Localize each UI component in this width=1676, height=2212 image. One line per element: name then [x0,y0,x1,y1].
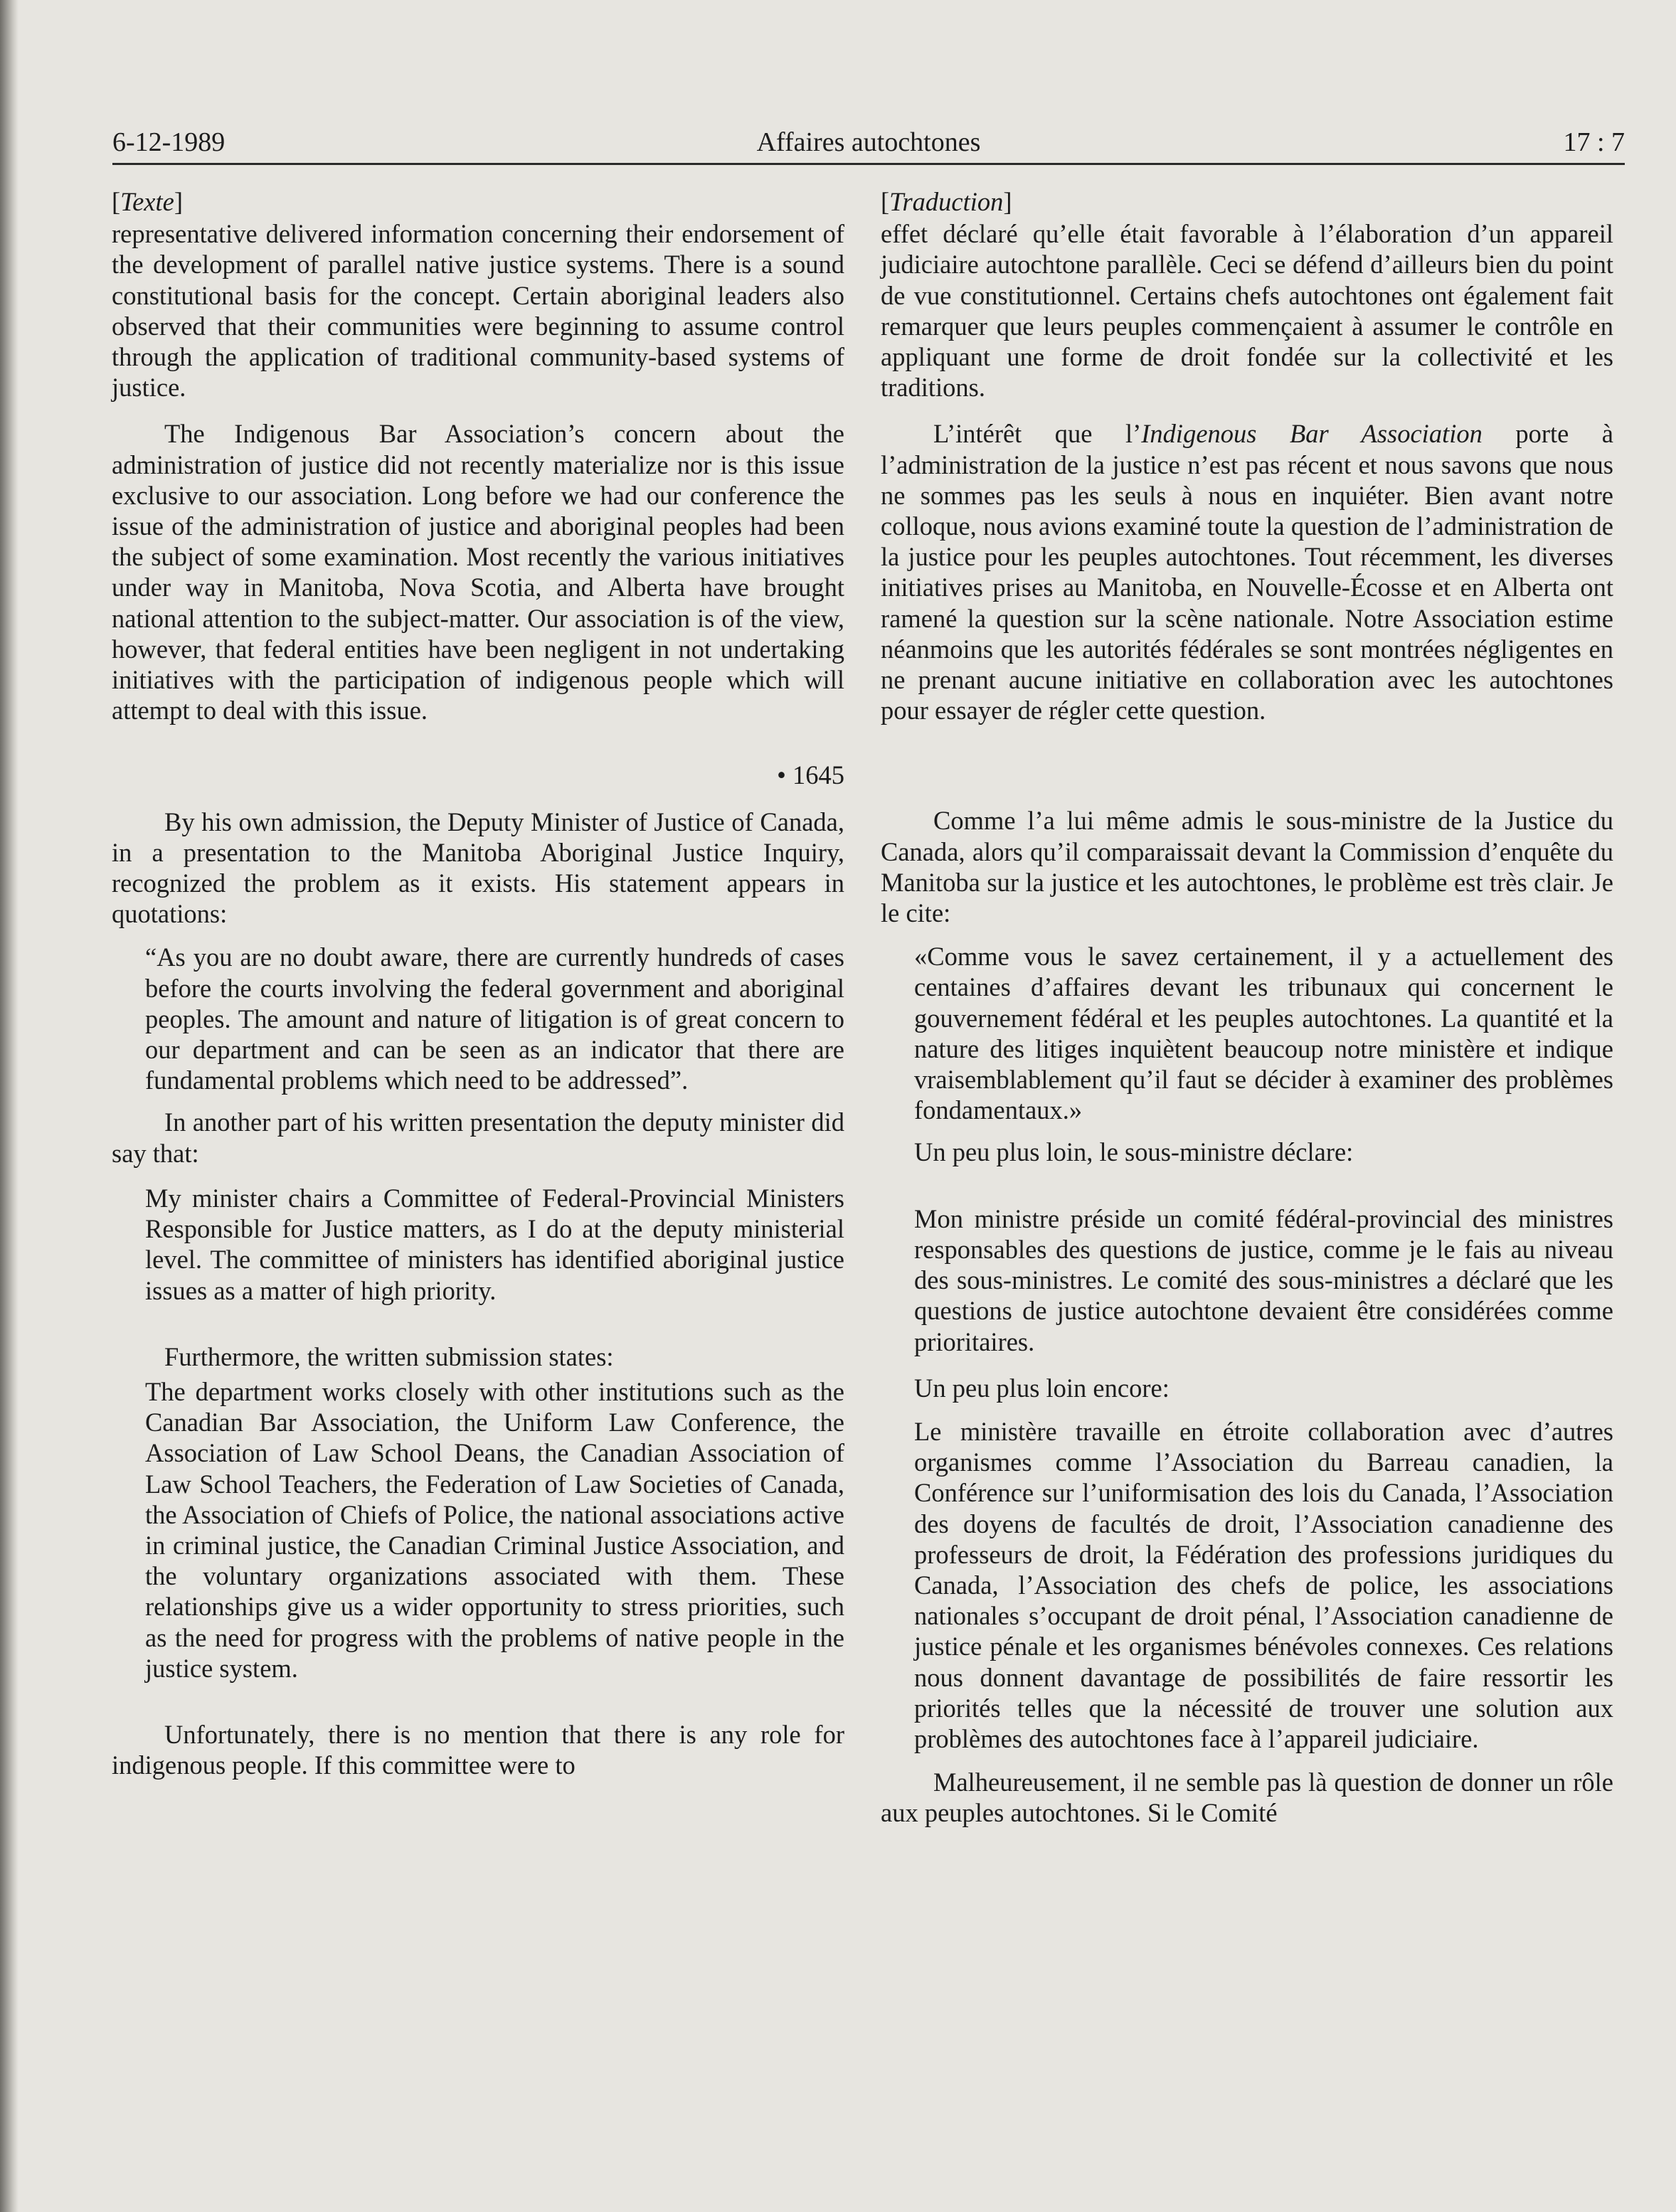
paragraph: representative delivered information concerning their endorsement of the development of parallel native justice systems. There is a sound constitutional basis for the concept. Certain aboriginal leaders also observed that their communities were beginning to assume control through the application of traditional community-based systems of justice. [112,219,844,403]
english-column [112,186,844,1780]
header-page-number: 17 : 7 [1563,127,1625,157]
paragraph: Un peu plus loin encore: [914,1373,1170,1403]
paragraph: In another part of his written presentation the deputy minister did say that: [112,1107,844,1168]
binding-shadow [0,0,18,2212]
section-tag-texte: [Texte] [112,187,184,216]
header-date: 6-12-1989 [112,127,226,157]
timestamp: • 1645 [777,760,844,790]
paragraph: The Indigenous Bar Association’s concern about the administration of justice did not recently materialize nor is this issue exclusive to our association. Long before we had our conference the issue of the administration of justice and aboriginal peoples had been the subject of some examination. Most recently the various initiatives under way in Manitoba, Nova Scotia, and Alberta have brought national attention to the subject-matter. Our association is of the view, however, that federal entities have been negligent in not undertaking initiatives with the participation of indigenous people which will attempt to deal with this issue. [112,419,844,725]
paragraph: Malheureusement, il ne semble pas là question de donner un rôle aux peuples autochtones. Si le Comité [881,1767,1613,1828]
block-quote: “As you are no doubt aware, there are currently hundreds of cases before the courts involving the federal government and aboriginal peoples. The amount and nature of litigation is of great concern to our department and can be seen as an indicator that there are fundamental problems which need to be addressed”. [145,942,844,1095]
block-quote: Le ministère travaille en étroite collaboration avec d’autres organismes comme l’Association du Barreau canadien, la Conférence sur l’uniformisation des lois du Canada, l’Association des doyens de facultés de droit, l’Association canadienne des professeurs de droit, la Fédération des professions juridiques du Canada, l’Association des chefs de police, les associations nationales s’occupant de droit pénal, l’Association canadienne de justice pénale et les organismes bénévoles connexes. Ces relations nous donnent davantage de possibilités de faire ressortir les priorités telles que la nécessité de trouver une solution aux problèmes des autochtones face à l’appareil judiciaire. [914,1416,1613,1753]
header-rule [112,163,1625,165]
paragraph: Un peu plus loin, le sous-ministre déclare: [914,1137,1354,1167]
paragraph: effet déclaré qu’elle était favorable à l’élaboration d’un appareil judiciaire autochtone parallèle. Ceci se défend d’ailleurs bien du point de vue constitutionnel. Certains chefs autochtones ont également fait remarquer que leurs peuples commençaient à assumer le contrôle en appliquant une forme de droit fondée sur la collectivité et les traditions. [881,219,1613,403]
block-quote: My minister chairs a Committee of Federal-Provincial Ministers Responsible for Justice matters, as I do at the deputy ministerial level. The committee of ministers has identified aboriginal justice issues as a matter of high priority. [145,1183,844,1305]
paragraph: Furthermore, the written submission states: [164,1341,614,1371]
running-head [112,127,1625,162]
paragraph: Unfortunately, there is no mention that there is any role for indigenous people. If this committee were to [112,1719,844,1780]
block-quote: «Comme vous le savez certainement, il y a actuellement des centaines d’affaires devant les tribunaux qui concernent le gouvernement fédéral et les peuples autochtones. La quantité et la nature des litiges inquiètent beaucoup notre ministère et indique vraisemblablement qu’il faut se décider à examiner des problèmes fondamentaux.» [914,942,1613,1125]
block-quote: Mon ministre préside un comité fédéral-provincial des ministres responsables des questions de justice, comme je le fais au niveau des sous-ministres. Le comité des sous-ministres a déclaré que les questions de justice autochtone devaient être considérées comme prioritaires. [914,1203,1613,1356]
section-tag-traduction: [Traduction] [881,187,1012,216]
paragraph: L’intérêt que l’Indigenous Bar Association porte à l’administration de la justice n’est pas récent et nous savons que nous ne sommes pas les seuls à nous en inquiéter. Bien avant notre colloque, nous avions examiné toute la question de l’administration de la justice pour les peuples autochtones. Tout récemment, les diverses initiatives prises au Manitoba, en Nouvelle-Écosse et en Alberta ont ramené la question sur la scène nationale. Notre Association estime néanmoins que les autorités fédérales se sont montrées négligentes en ne prenant aucune initiative en collaboration avec les autochtones pour essayer de régler cette question. [881,419,1614,725]
block-quote: The department works closely with other institutions such as the Canadian Bar Association, the Uniform Law Conference, the Association of Law School Deans, the Canadian Association of Law School Teachers, the Federation of Law Societies of Canada, the Association of Chiefs of Police, the national associations active in criminal justice, the Canadian Criminal Justice Association, and the voluntary organizations associated with them. These relationships give us a wider opportunity to stress priorities, such as the need for progress with the problems of native people in the justice system. [145,1376,844,1683]
paragraph: By his own admission, the Deputy Minister of Justice of Canada, in a presentation to the Manitoba Aboriginal Justice Inquiry, recognized the problem as it exists. His statement appears in quotations: [112,807,844,929]
paragraph: Comme l’a lui même admis le sous-ministre de la Justice du Canada, alors qu’il comparaissait devant la Commission d’enquête du Manitoba sur la justice et les autochtones, le problème est très clair. Je le cite: [881,806,1613,928]
french-column [881,186,1613,1829]
header-title: Affaires autochtones [756,127,981,157]
